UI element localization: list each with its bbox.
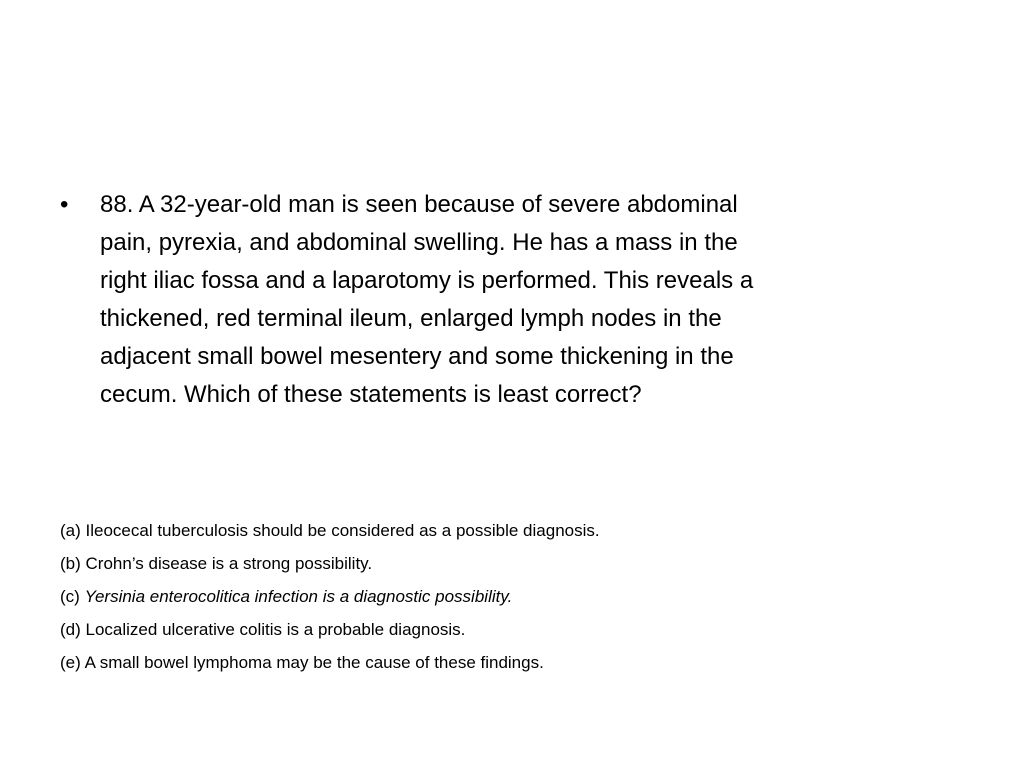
option-d [60, 613, 960, 646]
option-e [60, 646, 960, 679]
option-a-label: (a) [60, 521, 81, 540]
option-c [60, 580, 960, 613]
answer-options [60, 514, 960, 679]
question-block [60, 186, 790, 414]
option-d-text: Localized ulcerative colitis is a probable diagnosis. [85, 620, 466, 639]
option-b-text: Crohn’s disease is a strong possibility. [85, 554, 373, 573]
option-c-text: Yersinia enterocolitica infection is a diagnostic possibility. [84, 587, 513, 606]
option-d-label: (d) [60, 620, 81, 639]
option-a [60, 514, 960, 547]
option-b [60, 547, 960, 580]
option-a-text: Ileocecal tuberculosis should be considered as a possible diagnosis. [85, 521, 600, 540]
option-e-label: (e) [60, 653, 81, 672]
option-c-label: (c) [60, 587, 80, 606]
option-b-label: (b) [60, 554, 81, 573]
option-e-text: A small bowel lymphoma may be the cause of these findings. [84, 653, 544, 672]
bullet-icon: • [60, 191, 69, 218]
question-text: 88. A 32-year-old man is seen because of severe abdominal pain, pyrexia, and abdominal swelling. He has a mass in the right iliac fossa and a laparotomy is performed. This reveals a thickened, red terminal ileum, enlarged lymph nodes in the adjacent small bowel mesentery and some thickening in the cecum. Which of these statements is least correct? [100, 191, 754, 408]
